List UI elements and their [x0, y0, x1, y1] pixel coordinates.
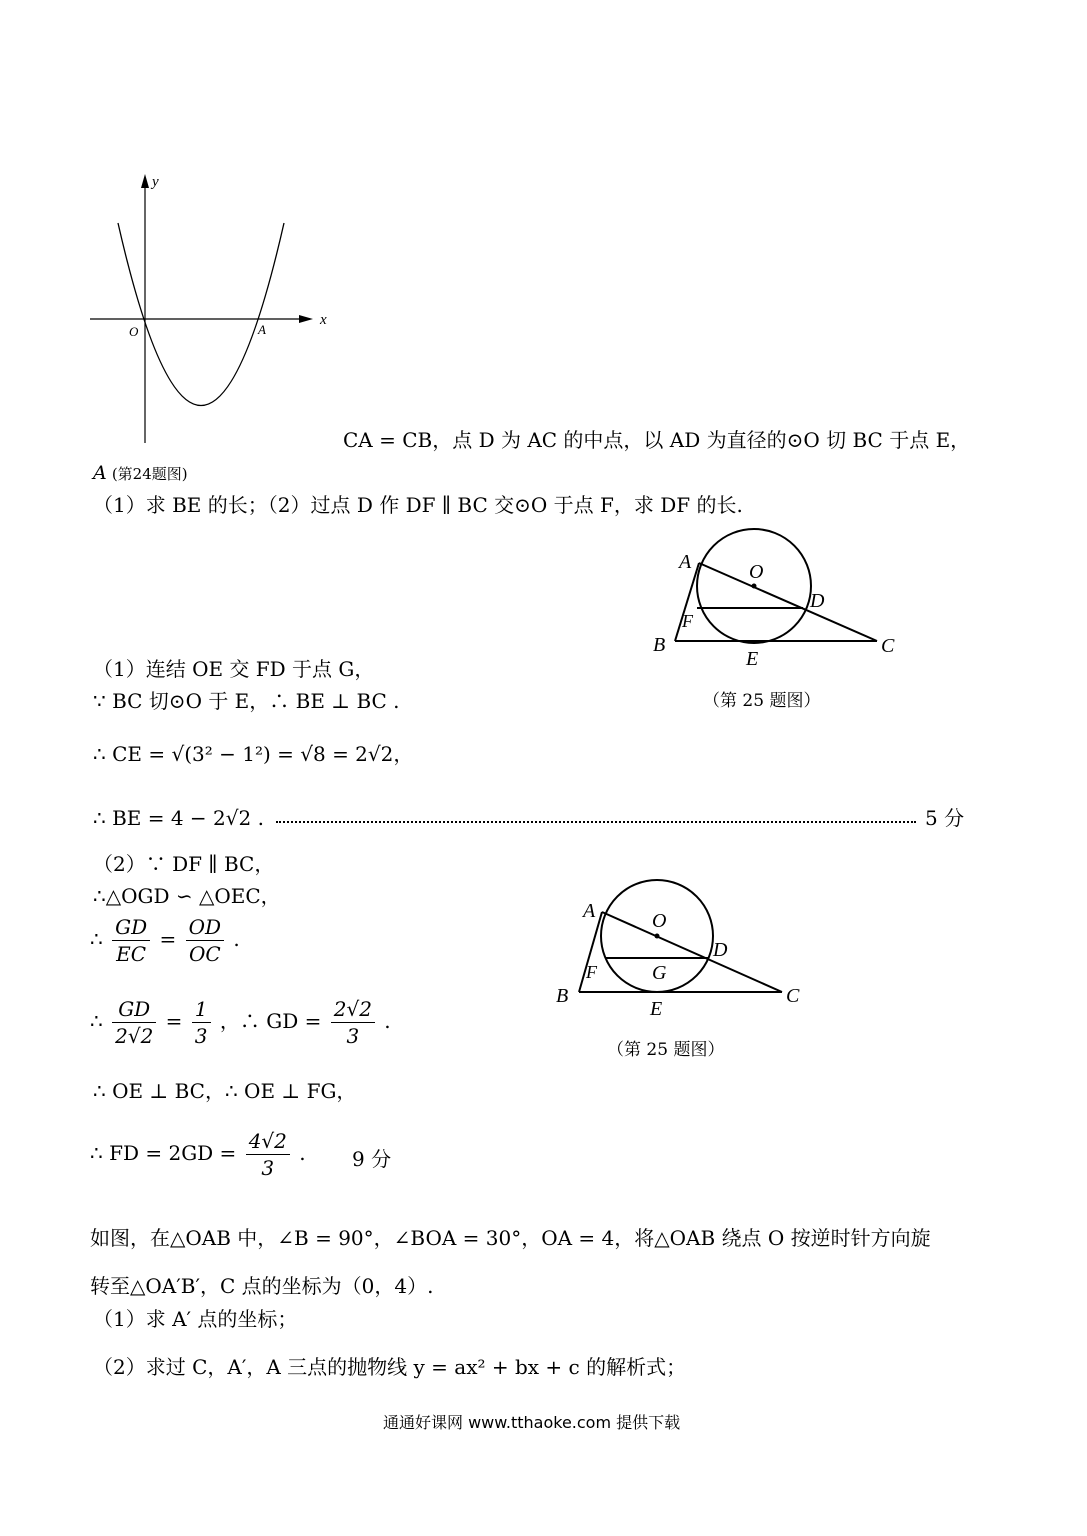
sol2-line3	[90, 914, 240, 967]
fig24-caption	[93, 462, 188, 484]
sol2-line5: ∴ OE ⊥ BC，∴ OE ⊥ FG，	[93, 1079, 357, 1103]
fraction-2sqrt2-3	[331, 996, 375, 1049]
score-9: 9 分	[352, 1147, 392, 1171]
center-dot	[752, 584, 757, 589]
fraction-od-oc	[186, 914, 224, 967]
q26-line2: 转至△OA′B′，C 点的坐标为（0，4）.	[90, 1274, 434, 1298]
fig25-bottom-caption: （第 25 题图）	[607, 1040, 725, 1060]
segment-ac	[699, 563, 877, 641]
period: .	[233, 927, 240, 951]
fraction-denominator: 3	[261, 1156, 275, 1180]
sol2-line6	[90, 1128, 306, 1181]
center-dot	[655, 934, 660, 939]
equals-sign: =	[165, 1009, 183, 1033]
y-axis-label: y	[152, 174, 159, 190]
q26-line3: （1）求 A′ 点的坐标；	[93, 1307, 298, 1331]
fraction-denominator: OC	[188, 942, 221, 966]
fraction-denominator: 3	[194, 1024, 208, 1048]
period: .	[299, 1141, 306, 1165]
caption-prefix: A	[93, 462, 107, 484]
fraction-denominator: EC	[116, 942, 147, 966]
figure-25-top	[645, 525, 905, 665]
therefore-symbol: ∴	[90, 1009, 103, 1033]
fraction-denominator: 3	[346, 1024, 360, 1048]
fraction-numerator: 2√2	[331, 996, 375, 1023]
q26-line1: 如图，在△OAB 中，∠B = 90°，∠BOA = 30°，OA = 4，将△OAB 绕点 O 按逆时针方向旋	[90, 1226, 931, 1250]
label-a: A	[679, 551, 692, 573]
fraction-numerator: GD	[112, 996, 156, 1023]
origin-label: O	[129, 324, 139, 339]
label-d: D	[810, 590, 825, 612]
x-axis-label: x	[320, 312, 327, 328]
label-d: D	[713, 939, 728, 961]
fraction-numerator: OD	[186, 914, 224, 941]
fig24-caption-text: (第24题图)	[111, 465, 188, 483]
label-g: G	[652, 962, 667, 984]
fraction-4sqrt2-3	[246, 1128, 290, 1181]
therefore-symbol: ∴	[90, 927, 103, 951]
sol2-line1: （2）∵ DF ∥ BC，	[93, 852, 275, 876]
sol1-line1: （1）连结 OE 交 FD 于点 G，	[93, 657, 375, 681]
sol1-line4: ∴ BE = 4 − 2√2 .	[93, 806, 264, 830]
figure-24-parabola	[85, 168, 345, 453]
fraction-denominator: 2√2	[115, 1024, 154, 1048]
fraction-numerator: 4√2	[246, 1128, 290, 1155]
label-o: O	[652, 910, 667, 932]
label-f: F	[586, 962, 597, 982]
sol2-line2: ∴△OGD ∽ △OEC，	[93, 884, 281, 908]
y-axis-arrow-icon	[141, 174, 149, 188]
q25-question: （1）求 BE 的长；（2）过点 D 作 DF ∥ BC 交⊙O 于点 F，求 DF 的长.	[93, 493, 743, 517]
q25-intro: CA = CB，点 D 为 AC 的中点，以 AD 为直径的⊙O 切 BC 于点 E，	[343, 428, 971, 452]
fraction-gd-2sqrt2	[112, 996, 156, 1049]
fraction-gd-ec	[112, 914, 150, 967]
fig25-top-caption: （第 25 题图）	[703, 691, 821, 711]
sol1-line3: ∴ CE = √(3² − 1²) = √8 = 2√2，	[93, 742, 414, 766]
page-footer: 通通好课网 www.tthaoke.com 提供下载	[383, 1413, 681, 1432]
label-o: O	[749, 561, 764, 583]
q26-line4: （2）求过 C，A′，A 三点的抛物线 y = ax² + bx + c 的解析式；	[93, 1355, 687, 1379]
point-a-label: A	[258, 322, 266, 337]
parabola-curve	[118, 223, 284, 406]
sol1-line2: ∵ BC 切⊙O 于 E，∴ BE ⊥ BC .	[93, 689, 400, 713]
label-f: F	[682, 611, 693, 631]
fraction-numerator: GD	[112, 914, 150, 941]
period: .	[384, 1009, 391, 1033]
label-c: C	[881, 635, 895, 657]
fraction-numerator: 1	[192, 996, 211, 1023]
label-e: E	[746, 648, 759, 665]
label-b: B	[653, 634, 666, 656]
dotted-leader	[276, 821, 916, 823]
gd-equals: ，∴ GD =	[219, 1009, 322, 1033]
sol2-line4	[90, 996, 391, 1049]
figure-25-bottom	[550, 875, 820, 1025]
label-b: B	[556, 985, 569, 1007]
label-a: A	[583, 900, 596, 922]
equals-sign: =	[159, 927, 177, 951]
label-e: E	[650, 998, 663, 1020]
label-c: C	[786, 985, 800, 1007]
x-axis-arrow-icon	[299, 315, 313, 323]
fd-equals: ∴ FD = 2GD =	[90, 1141, 237, 1165]
score-5: 5 分	[925, 806, 965, 830]
fraction-one-third	[192, 996, 211, 1049]
